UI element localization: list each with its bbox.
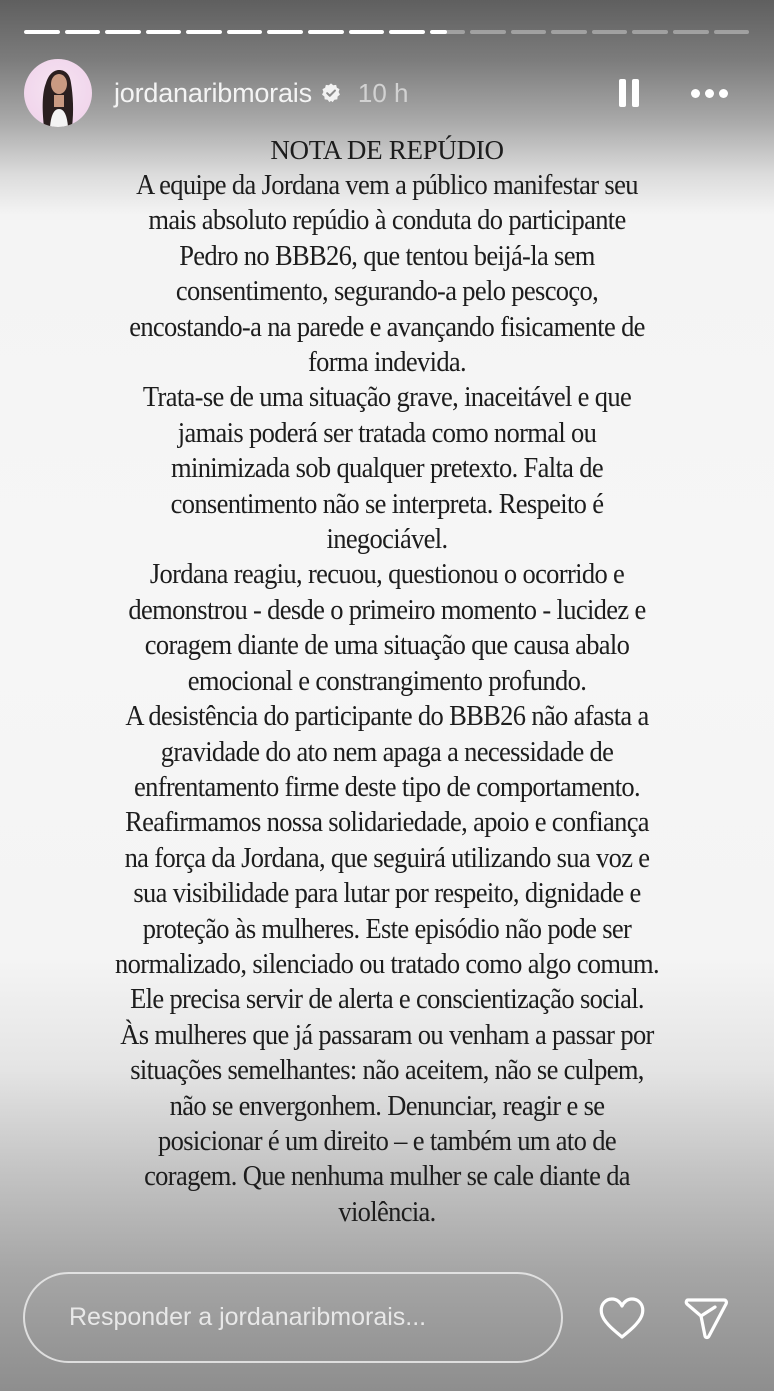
progress-segment-fill xyxy=(24,30,60,34)
note-line: coragem diante de uma situação que causa abalo xyxy=(144,630,630,662)
reply-input[interactable] xyxy=(69,1303,561,1332)
pause-icon-bar xyxy=(619,79,626,107)
note-line: consentimento não se interpreta. Respeito é xyxy=(170,488,604,520)
note-title: NOTA DE REPÚDIO xyxy=(270,135,504,165)
progress-segment xyxy=(65,30,101,34)
username[interactable]: jordanaribmorais xyxy=(114,77,312,108)
more-dot-icon xyxy=(719,89,728,98)
progress-segment xyxy=(714,30,750,34)
avatar[interactable] xyxy=(24,59,92,127)
progress-segment xyxy=(551,30,587,34)
progress-segment-fill xyxy=(105,30,141,34)
progress-segment xyxy=(592,30,628,34)
note-line: minimizada sob qualquer pretexto. Falta de xyxy=(171,453,603,485)
note-line: violência. xyxy=(338,1196,436,1228)
progress-segment xyxy=(146,30,182,34)
like-button[interactable] xyxy=(594,1290,650,1346)
progress-segment xyxy=(632,30,668,34)
pause-icon-bar xyxy=(632,79,639,107)
note-line: sua visibilidade para lutar por respeito, dignidade e xyxy=(133,878,641,910)
note-line: consentimento, segurando-a pelo pescoço, xyxy=(175,276,599,308)
note-line: Ele precisa servir de alerta e conscientização social. xyxy=(130,984,644,1016)
progress-segment xyxy=(186,30,222,34)
progress-segment xyxy=(349,30,385,34)
progress-segment xyxy=(227,30,263,34)
note-line: Reafirmamos nossa solidariedade, apoio e confiança xyxy=(125,807,649,839)
progress-segment-fill xyxy=(267,30,303,34)
note-line: não se envergonhem. Denunciar, reagir e se xyxy=(169,1090,605,1122)
progress-segment xyxy=(470,30,506,34)
progress-segment-fill xyxy=(186,30,222,34)
progress-segment xyxy=(673,30,709,34)
more-options-button[interactable] xyxy=(691,89,728,98)
note-line: gravidade do ato nem apaga a necessidade de xyxy=(160,736,614,768)
note-line: mais absoluto repúdio à conduta do participante xyxy=(148,205,626,237)
note-line: posicionar é um direito – e também um ato de xyxy=(158,1125,616,1157)
progress-segment-fill xyxy=(389,30,425,34)
progress-segment-fill xyxy=(146,30,182,34)
note-line: Pedro no BBB26, que tentou beijá-la sem xyxy=(179,240,595,272)
reply-field-container[interactable] xyxy=(23,1272,563,1363)
more-dot-icon xyxy=(691,89,700,98)
story-progress-bar xyxy=(24,30,749,35)
story-text-content xyxy=(20,132,754,1230)
note-line: enfrentamento firme deste tipo de comportamento. xyxy=(133,771,641,803)
note-line: Jordana reagiu, recuou, questionou o ocorrido e xyxy=(149,559,625,591)
note-line: normalizado, silenciado ou tratado como algo comum. xyxy=(115,948,659,980)
progress-segment xyxy=(24,30,60,34)
progress-segment-fill xyxy=(65,30,101,34)
post-time: 10 h xyxy=(357,77,409,108)
pause-button[interactable] xyxy=(619,79,639,107)
note-line: forma indevida. xyxy=(307,347,467,379)
progress-segment xyxy=(389,30,425,34)
note-body xyxy=(20,168,754,1230)
heart-icon xyxy=(597,1295,647,1341)
note-line: Trata-se de uma situação grave, inaceitável e que xyxy=(142,382,632,414)
send-icon xyxy=(682,1294,730,1342)
progress-segment xyxy=(430,30,466,34)
note-line: Às mulheres que já passaram ou venham a passar por xyxy=(120,1019,654,1051)
note-line: proteção às mulheres. Este episódio não pode ser xyxy=(142,913,632,945)
note-line: jamais poderá ser tratada como normal ou xyxy=(177,417,597,449)
note-line: A equipe da Jordana vem a público manifestar seu xyxy=(136,170,638,201)
note-line: emocional e constrangimento profundo. xyxy=(187,665,587,697)
note-line: coragem. Que nenhuma mulher se cale diante da xyxy=(144,1161,630,1193)
send-button[interactable] xyxy=(678,1290,734,1346)
note-line: demonstrou - desde o primeiro momento - lucidez e xyxy=(128,594,646,626)
note-line: na força da Jordana, que seguirá utilizando sua voz e xyxy=(124,842,650,874)
avatar-person-icon xyxy=(24,59,92,127)
note-line: inegociável. xyxy=(326,524,448,556)
progress-segment xyxy=(511,30,547,34)
verified-badge-icon xyxy=(320,82,342,104)
note-line: encostando-a na parede e avançando fisicamente de xyxy=(129,311,645,343)
note-line: situações semelhantes: não aceitem, não se culpem, xyxy=(130,1055,644,1087)
progress-segment xyxy=(267,30,303,34)
progress-segment xyxy=(105,30,141,34)
more-dot-icon xyxy=(705,89,714,98)
progress-segment-fill xyxy=(430,30,448,34)
progress-segment-fill xyxy=(308,30,344,34)
progress-segment-fill xyxy=(227,30,263,34)
progress-segment-fill xyxy=(349,30,385,34)
story-header xyxy=(24,58,750,128)
progress-segment xyxy=(308,30,344,34)
note-line: A desistência do participante do BBB26 não afasta a xyxy=(125,701,649,733)
